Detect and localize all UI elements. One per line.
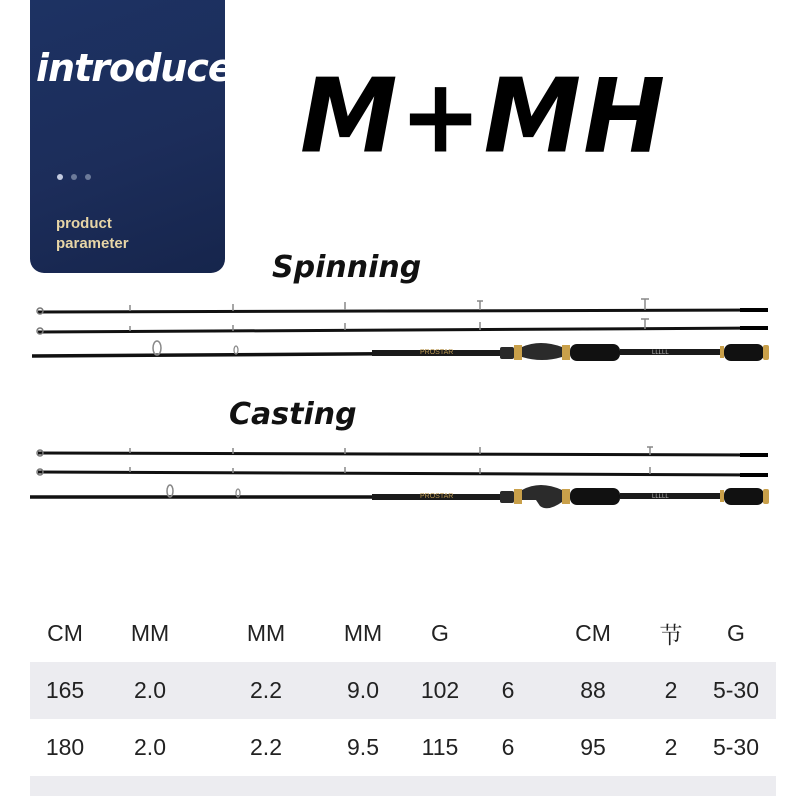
table-row-partial [30,776,776,796]
spinning-label: Spinning [272,250,422,285]
casting-rod-tip-2 [37,467,768,477]
svg-text:LLLLL: LLLLL [652,494,669,500]
table-row [30,662,776,719]
header-cell: CM [47,620,83,646]
header-cell: MM [130,620,170,646]
spinning-rod-tip-1 [37,299,768,314]
intro-subtitle-line2: parameter [56,235,129,252]
header-cell: MM [246,620,286,646]
table-cell: 2.0 [134,677,166,703]
casting-rod-image [0,435,800,515]
header-cell: MM [343,620,383,646]
spinning-rod-butt [32,341,769,361]
carousel-dot-2[interactable] [71,174,77,180]
header-cell: G [431,620,449,646]
intro-title: introduce [36,46,233,90]
casting-rod-tip-1 [37,447,768,457]
table-cell: 102 [420,677,460,703]
table-cell: 95 [580,734,606,760]
svg-text:LLLLL: LLLLL [652,350,669,356]
table-cell: 2.0 [134,734,166,760]
intro-subtitle [56,214,129,254]
spinning-rod-tip-2 [37,319,768,334]
svg-text:PROSTAR: PROSTAR [420,493,454,500]
header-cell: CM [575,620,611,646]
table-cell: 115 [421,734,459,760]
header-cell: G [727,620,745,646]
casting-label: Casting [229,397,357,432]
table-cell: 2 [664,734,678,760]
table-cell: 2.2 [250,677,282,703]
table-cell: 9.5 [347,734,379,760]
casting-rod-butt [30,485,769,508]
spinning-rod-image [0,290,800,370]
intro-subtitle-line1: product [56,215,112,232]
table-cell: 6 [501,677,515,703]
intro-card [30,0,233,273]
carousel-dot-1[interactable] [57,174,63,180]
svg-text:PROSTAR: PROSTAR [420,349,454,356]
table-cell: 5-30 [712,734,760,760]
headline: M+MH [300,57,668,177]
table-cell: 88 [580,677,606,703]
header-cell: 节 [659,622,683,648]
table-cell: 165 [45,677,85,703]
table-cell: 180 [45,734,85,760]
table-cell: 2.2 [250,734,282,760]
spec-table [30,605,776,796]
table-header-row [30,605,776,662]
table-cell: 2 [664,677,678,703]
table-cell: 9.0 [347,677,379,703]
table-row [30,719,776,776]
table-cell: 5-30 [712,677,760,703]
table-cell: 6 [501,734,515,760]
carousel-dot-3[interactable] [85,174,91,180]
carousel-dots [57,174,91,180]
